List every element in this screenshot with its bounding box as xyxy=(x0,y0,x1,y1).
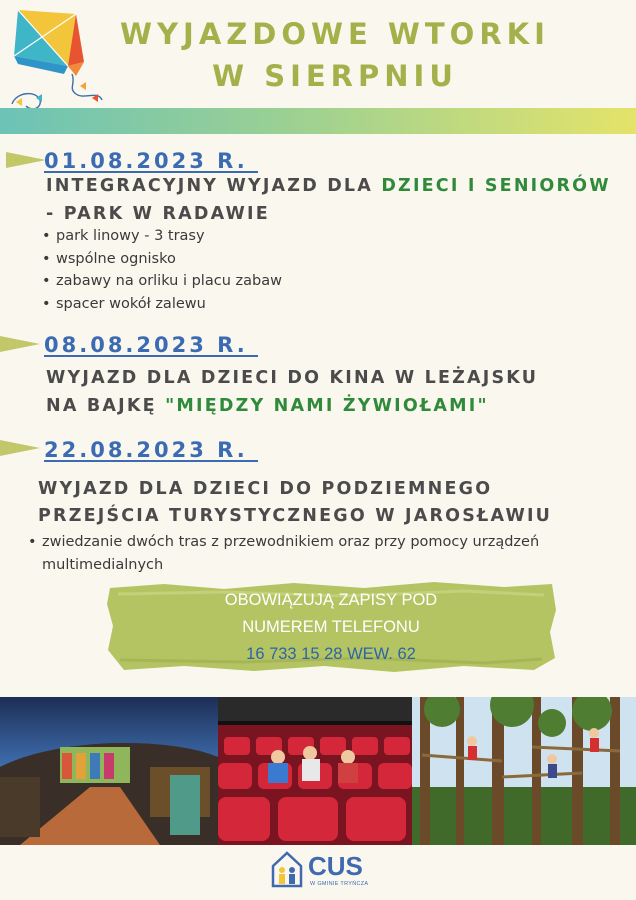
event-heading-line-2: - PARK W RADAWIE xyxy=(46,204,270,224)
rope-park-photo xyxy=(412,697,636,845)
event-heading-line-2 xyxy=(46,393,489,420)
arrow-marker-icon xyxy=(6,152,46,168)
cus-house-logo-icon xyxy=(270,850,304,888)
event-date: 08.08.2023 R. xyxy=(44,333,259,357)
event-date: 01.08.2023 R. xyxy=(44,149,259,173)
gradient-band xyxy=(0,108,636,134)
event-heading: WYJAZD DLA DZIECI DO KINA W LEŻAJSKU xyxy=(46,368,539,388)
activity-list xyxy=(42,225,282,315)
activity-list xyxy=(28,531,539,576)
kite-icon xyxy=(6,4,106,116)
underground-museum-photo xyxy=(0,697,218,845)
event-heading-text: NA BAJKĘ xyxy=(46,396,166,416)
page-title-line-1: WYJAZDOWE WTORKI xyxy=(120,17,550,51)
list-item: • wspólne ognisko xyxy=(42,248,282,271)
list-item: • park linowy - 3 trasy xyxy=(42,225,282,248)
notice-line-1: OBOWIĄZUJĄ ZAPISY POD xyxy=(224,591,438,609)
event-heading-highlight: DZIECI I SENIORÓW xyxy=(381,176,611,196)
list-item: • spacer wokół zalewu xyxy=(42,293,282,316)
event-date: 22.08.2023 R. xyxy=(44,438,259,462)
arrow-marker-icon xyxy=(0,440,40,456)
registration-notice xyxy=(104,580,558,674)
event-heading-text: INTEGRACYJNY WYJAZD DLA xyxy=(46,176,382,196)
list-item-text: zwiedzanie dwóch tras z przewodnikiem oraz przy pomocy urządzeń xyxy=(42,534,540,550)
phone-number: 16 733 15 28 WEW. 62 xyxy=(246,645,416,663)
event-heading: WYJAZD DLA DZIECI DO PODZIEMNEGO xyxy=(38,479,493,499)
event-heading-highlight: "MIĘDZY NAMI ŻYWIOŁAMI" xyxy=(165,396,489,416)
list-item-text-cont: multimedialnych xyxy=(42,556,164,573)
cinema-children-photo xyxy=(218,697,412,845)
event-heading xyxy=(46,173,611,200)
list-item xyxy=(28,531,539,576)
event-heading-line-2: PRZEJŚCIA TURYSTYCZNEGO W JAROSŁAWIU xyxy=(38,506,553,526)
notice-line-2: NUMEREM TELEFONU xyxy=(242,618,420,636)
page-title-line-2: W SIERPNIU xyxy=(212,59,458,93)
logo-subtitle: W GMINIE TRYŃCZA xyxy=(310,881,369,887)
cus-logo xyxy=(270,850,380,892)
arrow-marker-icon xyxy=(0,336,40,352)
logo-text: CUS xyxy=(308,851,363,881)
list-item: • zabawy na orliku i placu zabaw xyxy=(42,270,282,293)
